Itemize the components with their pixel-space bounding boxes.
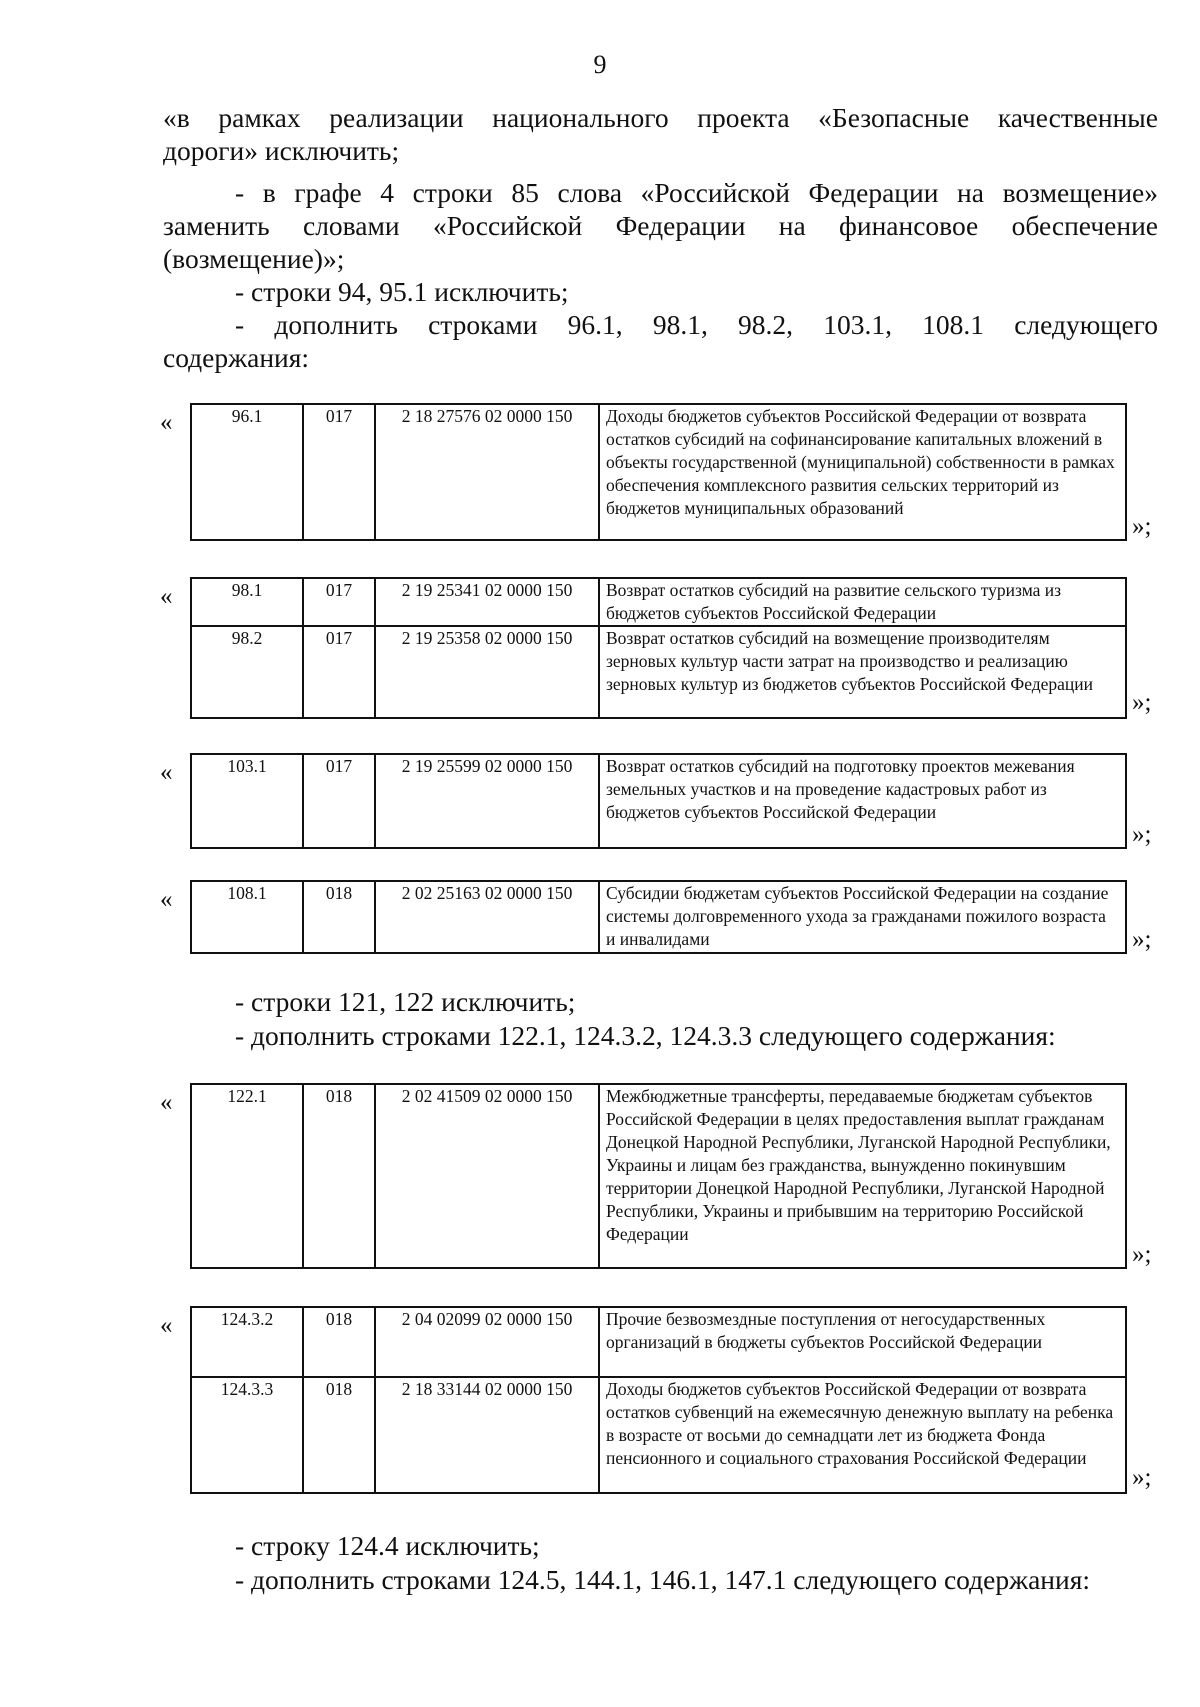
open-quote: « [160,1312,173,1339]
insert-table-108-1 [160,880,1160,960]
row-number: 96.1 [191,404,303,540]
insert-table-98 [160,577,1160,722]
paragraph-1-line-2: дороги» исключить; [163,135,400,166]
table-row [191,404,1126,540]
income-description: Межбюджетные трансферты, передаваемые бюджетам субъектов Российской Федерации в целях предоставления выплат гражданам Донецкой Народной Республики, Луганской Народной Республики, Украины и лицам без гражданства, вынужденно покинувшим территории Донецкой Народной Республики, Луганской Народной Республики, Украины и прибывшим на территорию Российской Федерации [599,1084,1126,1268]
admin-code: 018 [303,1307,375,1377]
table-row [191,1377,1126,1493]
open-quote: « [160,409,173,436]
table-row [191,1307,1126,1377]
rows-table [190,577,1127,719]
rows-table [190,403,1127,541]
paragraph-4 [163,308,1158,374]
income-description: Возврат остатков субсидий на развитие сельского туризма из бюджетов субъектов Российской Федерации [599,578,1126,626]
insert-table-124-3 [160,1306,1160,1496]
row-number: 103.1 [191,754,303,848]
open-quote: « [160,583,173,610]
paragraph-4-line-1: - дополнить строками 96.1, 98.1, 98.2, 103.1, 108.1 следующего [235,309,1158,340]
rows-table [190,1306,1127,1494]
close-quote: »; [1132,821,1152,848]
income-description: Субсидии бюджетам субъектов Российской Федерации на создание системы долговременного ухода за гражданами пожилого возраста и инвалидами [599,881,1126,953]
paragraph-2-line-1: - в графе 4 строки 85 слова «Российской Федерации на возмещение» [235,177,1158,208]
row-number: 124.3.3 [191,1377,303,1493]
paragraph-4-line-2: содержания: [163,342,310,373]
row-number: 98.2 [191,626,303,718]
paragraph-1 [163,101,1158,167]
paragraph-6 [163,1019,1158,1052]
rows-table [190,1083,1127,1269]
admin-code: 017 [303,578,375,626]
income-description: Возврат остатков субсидий на подготовку проектов межевания земельных участков и на проведение кадастровых работ из бюджетов субъектов Российской Федерации [599,754,1126,848]
paragraph-2-line-2: заменить словами «Российской Федерации на финансовое обеспечение [163,210,1158,241]
paragraph-3 [163,275,1158,308]
paragraph-7 [163,1529,1158,1562]
budget-classification-code: 2 18 27576 02 0000 150 [375,404,599,540]
budget-classification-code: 2 18 33144 02 0000 150 [375,1377,599,1493]
admin-code: 017 [303,404,375,540]
income-description: Прочие безвозмездные поступления от негосударственных организаций в бюджеты субъектов Российской Федерации [599,1307,1126,1377]
paragraph-6-line: - дополнить строками 122.1, 124.3.2, 124.3.3 следующего содержания: [235,1020,1056,1051]
close-quote: »; [1132,926,1152,953]
admin-code: 017 [303,754,375,848]
row-number: 108.1 [191,881,303,953]
table-row [191,754,1126,848]
open-quote: « [160,1089,173,1116]
row-number: 122.1 [191,1084,303,1268]
insert-table-122-1 [160,1083,1160,1273]
income-description: Возврат остатков субсидий на возмещение производителям зерновых культур части затрат на производство и реализацию зерновых культур из бюджетов субъектов Российской Федерации [599,626,1126,718]
close-quote: »; [1132,1241,1152,1268]
admin-code: 018 [303,1084,375,1268]
rows-table [190,880,1127,954]
close-quote: »; [1132,513,1152,540]
insert-table-96-1 [160,403,1160,543]
paragraph-8-line: - дополнить строками 124.5, 144.1, 146.1, 147.1 следующего содержания: [235,1564,1090,1595]
income-description: Доходы бюджетов субъектов Российской Федерации от возврата остатков субвенций на ежемесячную денежную выплату на ребенка в возрасте от восьми до семнадцати лет из бюджета Фонда пенсионного и социального страхования Российской Федерации [599,1377,1126,1493]
table-row [191,626,1126,718]
budget-classification-code: 2 02 25163 02 0000 150 [375,881,599,953]
budget-classification-code: 2 02 41509 02 0000 150 [375,1084,599,1268]
rows-table [190,753,1127,849]
paragraph-2 [163,176,1158,275]
table-row [191,1084,1126,1268]
row-number: 124.3.2 [191,1307,303,1377]
close-quote: »; [1132,1464,1152,1491]
paragraph-7-line: - строку 124.4 исключить; [235,1530,540,1561]
admin-code: 017 [303,626,375,718]
paragraph-2-line-3: (возмещение)»; [163,243,345,274]
table-row [191,578,1126,626]
paragraph-8 [163,1563,1158,1596]
row-number: 98.1 [191,578,303,626]
open-quote: « [160,759,173,786]
paragraph-5-line: - строки 121, 122 исключить; [235,986,576,1017]
budget-classification-code: 2 19 25358 02 0000 150 [375,626,599,718]
budget-classification-code: 2 19 25341 02 0000 150 [375,578,599,626]
insert-table-103-1 [160,753,1160,853]
paragraph-3-line: - строки 94, 95.1 исключить; [235,276,569,307]
admin-code: 018 [303,881,375,953]
close-quote: »; [1132,689,1152,716]
admin-code: 018 [303,1377,375,1493]
table-row [191,881,1126,953]
budget-classification-code: 2 04 02099 02 0000 150 [375,1307,599,1377]
income-description: Доходы бюджетов субъектов Российской Федерации от возврата остатков субсидий на софинансирование капитальных вложений в объекты государственной (муниципальной) собственности в рамках обеспечения комплексного развития сельских территорий из бюджетов муниципальных образований [599,404,1126,540]
open-quote: « [160,886,173,913]
page-number: 9 [593,50,607,79]
paragraph-1-line-1: «в рамках реализации национального проекта «Безопасные качественные [163,102,1158,133]
budget-classification-code: 2 19 25599 02 0000 150 [375,754,599,848]
paragraph-5 [163,985,1158,1018]
